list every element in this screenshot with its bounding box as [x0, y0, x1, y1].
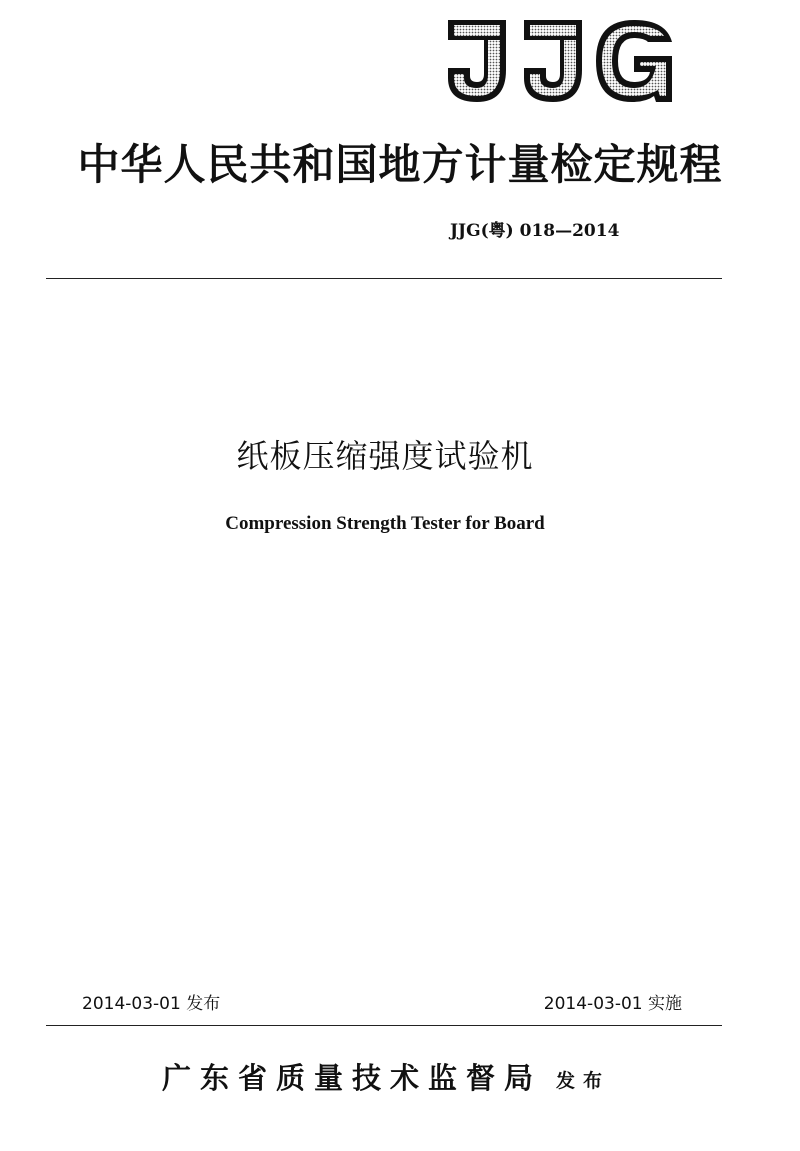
implementation-date: 2014-03-01 实施: [543, 994, 682, 1014]
issuing-authority-suffix: 发布: [556, 1070, 611, 1092]
top-divider: [46, 278, 722, 279]
logo-letter-j-1: [448, 20, 506, 102]
document-title-chinese: 纸板压缩强度试验机: [236, 437, 534, 475]
document-title-english: Compression Strength Tester for Board: [225, 513, 545, 534]
regulation-category-title: 中华人民共和国地方计量检定规程: [77, 140, 723, 189]
issuing-authority: 广东省质量技术监督局: [162, 1061, 543, 1095]
logo-letter-g: [596, 20, 672, 102]
document-number: JJG(粤) 018—2014: [450, 221, 620, 241]
bottom-divider: [46, 1025, 722, 1026]
logo-letter-j-2: [524, 20, 582, 102]
issue-date: 2014-03-01 发布: [82, 994, 221, 1014]
jjg-logo: [444, 16, 676, 106]
